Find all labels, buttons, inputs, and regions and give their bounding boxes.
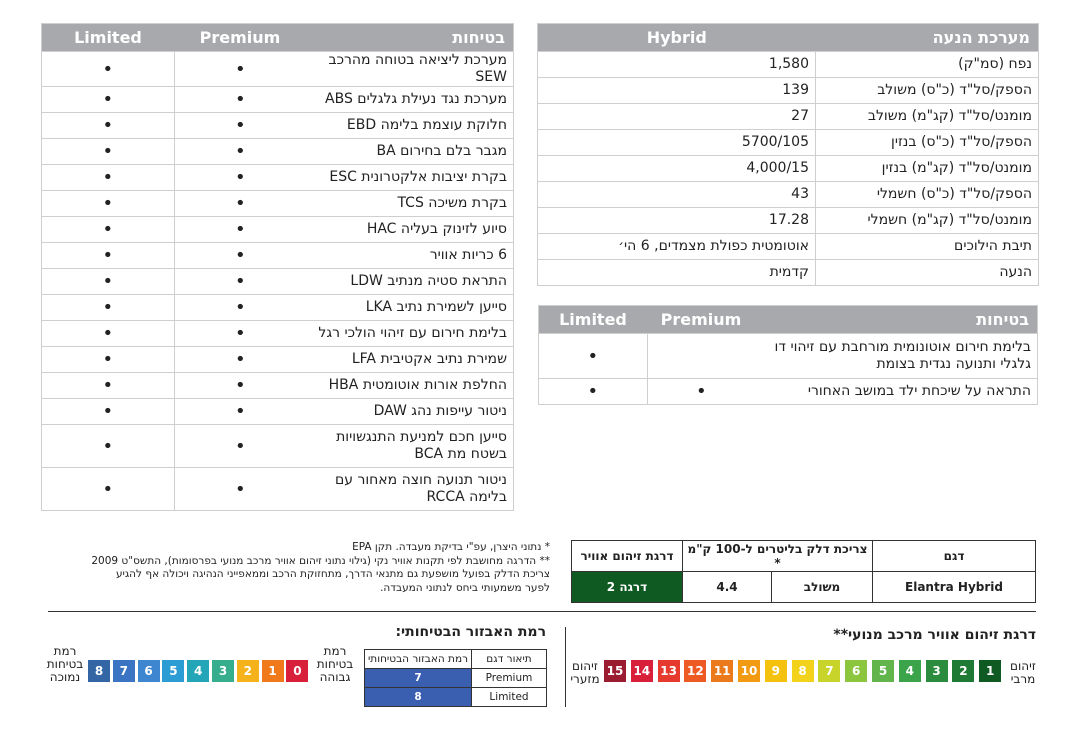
premium-dot: • [174,139,306,165]
safety-row [42,399,514,425]
level-square: 12 [684,660,706,682]
fuel-value: 4.4 [683,572,772,603]
level-square: 3 [926,660,948,682]
safety-label: מגבר בלם בחירום BA [306,139,514,165]
limited-dot: • [42,321,175,347]
engine-label: הספק/סל"ד (כ"ס) משולב [816,78,1039,104]
level-square: 1 [979,660,1001,682]
lvl-trim: Premium [472,669,547,688]
note: ** הדרגה מחושבת לפי תקנות אוויר נקי (גילוי נתוני זיהום אוויר מרכב מנועי בפרסומות), התשס"ט 2009 [91,554,550,567]
premium-dot: • [174,468,306,511]
fuel-h-model: דגם [873,541,1036,572]
safety-extra-table [538,305,1038,405]
safety-level-title: רמת האבזור הבטיחותי: [395,624,546,640]
high-safety-label: רמת בטיחות גבוהה [316,644,354,684]
footnotes [48,541,550,595]
engine-row [538,156,1039,182]
premium-header: Premium [174,24,306,52]
level-square: 4 [899,660,921,682]
engine-label: מומנט/סל"ד (קג"מ) בנזין [816,156,1039,182]
limited-header: Limited [539,306,648,334]
safety-extra-header: בטיחות [755,306,1038,334]
premium-dot: • [174,113,306,139]
lvl-value: 7 [365,669,472,688]
limited-dot: • [539,334,648,379]
divider [48,611,1036,612]
premium-dot: • [174,217,306,243]
safety-label: מערכת ליציאה בטוחה מהרכב SEW [306,52,514,87]
fuel-h-consumption: צריכת דלק בליטרים ל-100 ק"מ * [683,541,873,572]
limited-dot: • [42,269,175,295]
safety-row [42,165,514,191]
engine-label: הנעה [816,260,1039,286]
premium-dot: • [174,295,306,321]
level-square: 8 [792,660,814,682]
safety-label: סייען לשמירת נתיב LKA [306,295,514,321]
limited-dot: • [42,243,175,269]
note: לפער משמעותי ביחס לנתוני המעבדה. [380,581,550,594]
premium-dot: • [174,321,306,347]
level-square: 2 [237,660,259,682]
safety-header: בטיחות [306,24,514,52]
note: * נתוני היצרן, עפ"י בדיקת מעבדה. תקן EPA [352,541,550,553]
safety-row [42,347,514,373]
limited-dot: • [42,295,175,321]
engine-value: 43 [538,182,816,208]
premium-dot: • [647,379,755,405]
level-square: 2 [952,660,974,682]
safety-row [42,191,514,217]
engine-label: מומנט/סל"ד (קג"מ) חשמלי [816,208,1039,234]
level-square: 10 [738,660,760,682]
level-square: 13 [658,660,680,682]
level-square: 11 [711,660,733,682]
safety-row [42,87,514,113]
premium-dot: • [174,373,306,399]
engine-value: 5700/105 [538,130,816,156]
engine-label: הספק/סל"ד (כ"ס) בנזין [816,130,1039,156]
limited-dot: • [42,425,175,468]
premium-dot: • [174,191,306,217]
safety-label: התראת סטיה מנתיב LDW [306,269,514,295]
engine-value: קדמית [538,260,816,286]
limited-dot: • [42,347,175,373]
engine-label: מומנט/סל"ד (קג"מ) משולב [816,104,1039,130]
engine-label: תיבת הילוכים [816,234,1039,260]
safety-row [42,295,514,321]
limited-header: Limited [42,24,175,52]
safety-level-table [364,649,547,707]
safety-label: בקרת יציבות אלקטרונית ESC [306,165,514,191]
level-square: 4 [187,660,209,682]
safety-label: ניטור תנועה חוצה מאחור עם בלימה RCCA [306,468,514,511]
level-square: 6 [845,660,867,682]
safety-row [42,269,514,295]
safety-label: בלימת חירום אוטונומית מורחבת עם זיהוי דו גלגלי ותנועה נגדית בצומת [755,334,1038,379]
premium-dot: • [174,425,306,468]
limited-dot: • [42,468,175,511]
premium-header: Premium [647,306,755,334]
safety-row [539,379,1038,405]
premium-dot [647,334,755,379]
limited-dot: • [42,113,175,139]
safety-row [42,217,514,243]
engine-row [538,182,1039,208]
limited-dot: • [42,399,175,425]
limited-dot: • [42,52,175,87]
safety-row [42,113,514,139]
safety-label: בלימת חירום עם זיהוי הולכי רגל [306,321,514,347]
premium-dot: • [174,347,306,373]
safety-row [42,321,514,347]
safety-row [539,334,1038,379]
engine-row [538,208,1039,234]
engine-label: הספק/סל"ד (כ"ס) חשמלי [816,182,1039,208]
premium-dot: • [174,165,306,191]
engine-value: 4,000/15 [538,156,816,182]
engine-value: אוטומטית כפולת מצמדים, 6 הי׳ [538,234,816,260]
engine-row [538,104,1039,130]
level-square: 3 [212,660,234,682]
safety-label: בקרת משיכה TCS [306,191,514,217]
lvl-h-trim: תיאור דגם [472,650,547,669]
limited-dot: • [539,379,648,405]
safety-row [42,139,514,165]
engine-value: 139 [538,78,816,104]
level-square: 7 [818,660,840,682]
safety-label: התראה על שיכחת ילד במושב האחורי [755,379,1038,405]
low-safety-label: רמת בטיחות נמוכה [46,644,84,684]
pollution-scale [604,660,1004,684]
safety-label: שמירת נתיב אקטיבית LFA [306,347,514,373]
safety-label: 6 כריות אוויר [306,243,514,269]
engine-header: מערכת הנעה [816,24,1039,52]
safety-row [42,373,514,399]
limited-dot: • [42,191,175,217]
premium-dot: • [174,52,306,87]
level-square: 8 [88,660,110,682]
limited-dot: • [42,87,175,113]
fuel-h-pollution: דרגת זיהום אוויר [572,541,683,572]
engine-label: נפח (סמ"ק) [816,52,1039,78]
fuel-table [571,540,1036,603]
fuel-model: Elantra Hybrid [873,572,1036,603]
premium-dot: • [174,87,306,113]
safety-label: סייען חכם למניעת התנגשויות בשטח מת BCA [306,425,514,468]
engine-row [538,234,1039,260]
safety-label: מערכת נגד נעילת גלגלים ABS [306,87,514,113]
lvl-h-level: רמת האבזור הבטיחותי [365,650,472,669]
limited-dot: • [42,373,175,399]
limited-dot: • [42,217,175,243]
safety-label: החלפת אורות אוטומטית HBA [306,373,514,399]
safety-label: חלוקת עוצמת בלימה EBD [306,113,514,139]
pollution-title: דרגת זיהום אוויר מרכב מנועי** [833,627,1036,643]
safety-row [42,243,514,269]
engine-row [538,52,1039,78]
engine-row [538,260,1039,286]
engine-row [538,130,1039,156]
safety-row [42,468,514,511]
fuel-grade: דרגה 2 [572,572,683,603]
safety-row [42,425,514,468]
limited-dot: • [42,139,175,165]
premium-dot: • [174,269,306,295]
premium-dot: • [174,243,306,269]
engine-value: 27 [538,104,816,130]
safety-label: ניטור עייפות נהג DAW [306,399,514,425]
max-pollution-label: זיהום מרבי [1010,659,1036,686]
engine-model-header: Hybrid [538,24,816,52]
safety-table [41,23,514,511]
engine-value: 1,580 [538,52,816,78]
safety-label: סיוע לזינוק בעליה HAC [306,217,514,243]
level-square: 5 [872,660,894,682]
level-square: 15 [604,660,626,682]
level-square: 9 [765,660,787,682]
engine-value: 17.28 [538,208,816,234]
engine-row [538,78,1039,104]
limited-dot: • [42,165,175,191]
engine-table [537,23,1039,286]
level-square: 7 [113,660,135,682]
lvl-trim: Limited [472,688,547,707]
premium-dot: • [174,399,306,425]
level-square: 5 [162,660,184,682]
level-square: 14 [631,660,653,682]
lvl-value: 8 [365,688,472,707]
level-square: 1 [262,660,284,682]
min-pollution-label: זיהום מזערי [570,659,600,686]
level-square: 0 [286,660,308,682]
safety-scale [88,660,312,684]
level-square: 6 [138,660,160,682]
fuel-mode: משולב [772,572,873,603]
note: צריכת הדלק בפועל מושפעת גם מתנאי הדרך, מתחזוקת הרכב וממאפייני הנהיגה ויכולה אף להגיע [115,568,550,580]
safety-row [42,52,514,87]
